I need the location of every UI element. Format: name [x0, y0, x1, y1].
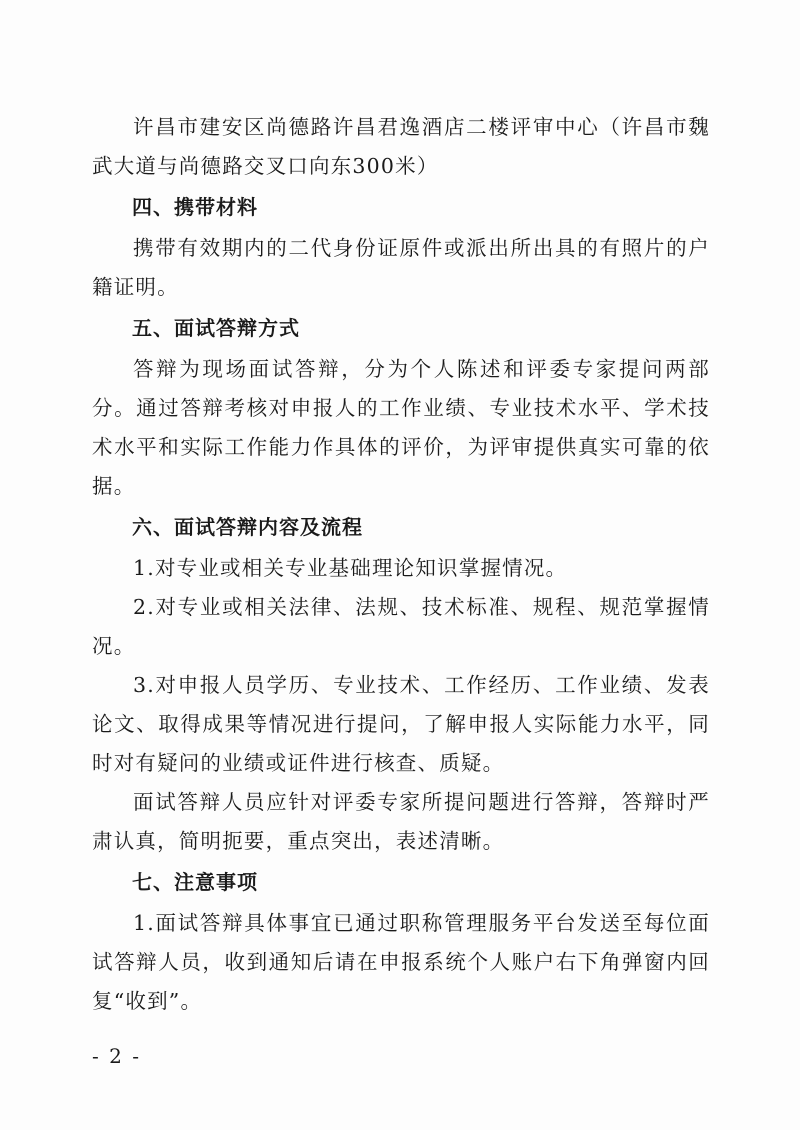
heading-materials: 四、携带材料 [132, 195, 258, 219]
heading-interview-method: 五、面试答辩方式 [132, 316, 300, 340]
heading-notes: 七、注意事项 [132, 870, 258, 894]
materials-paragraph: 携带有效期内的二代身份证原件或派出所出具的有照片的户籍证明。 [92, 236, 710, 299]
address-paragraph: 许昌市建安区尚德路许昌君逸酒店二楼评审中心（许昌市魏武大道与尚德路交叉口向东300米） [92, 115, 710, 178]
content-item-3: 3.对申报人员学历、专业技术、工作经历、工作业绩、发表论文、取得成果等情况进行提问，了解申报人实际能力水平，同时对有疑问的业绩或证件进行核查、质疑。 [92, 673, 710, 775]
content-item-1: 1.对专业或相关专业基础理论知识掌握情况。 [133, 556, 568, 580]
answer-requirement-paragraph: 面试答辩人员应针对评委专家所提问题进行答辩，答辩时严肃认真，简明扼要，重点突出，表述清晰。 [92, 790, 710, 853]
document-body [92, 108, 710, 1021]
page-number: - 2 - [92, 1044, 141, 1068]
notes-item-1: 1.面试答辩具体事宜已通过职称管理服务平台发送至每位面试答辩人员，收到通知后请在申报系统个人账户右下角弹窗内回复“收到”。 [92, 911, 710, 1013]
heading-interview-content: 六、面试答辩内容及流程 [132, 515, 363, 539]
interview-method-paragraph: 答辩为现场面试答辩，分为个人陈述和评委专家提问两部分。通过答辩考核对申报人的工作业绩、专业技术水平、学术技术水平和实际工作能力作具体的评价，为评审提供真实可靠的依据。 [92, 357, 710, 498]
content-item-2: 2.对专业或相关法律、法规、技术标准、规程、规范掌握情况。 [92, 595, 710, 658]
